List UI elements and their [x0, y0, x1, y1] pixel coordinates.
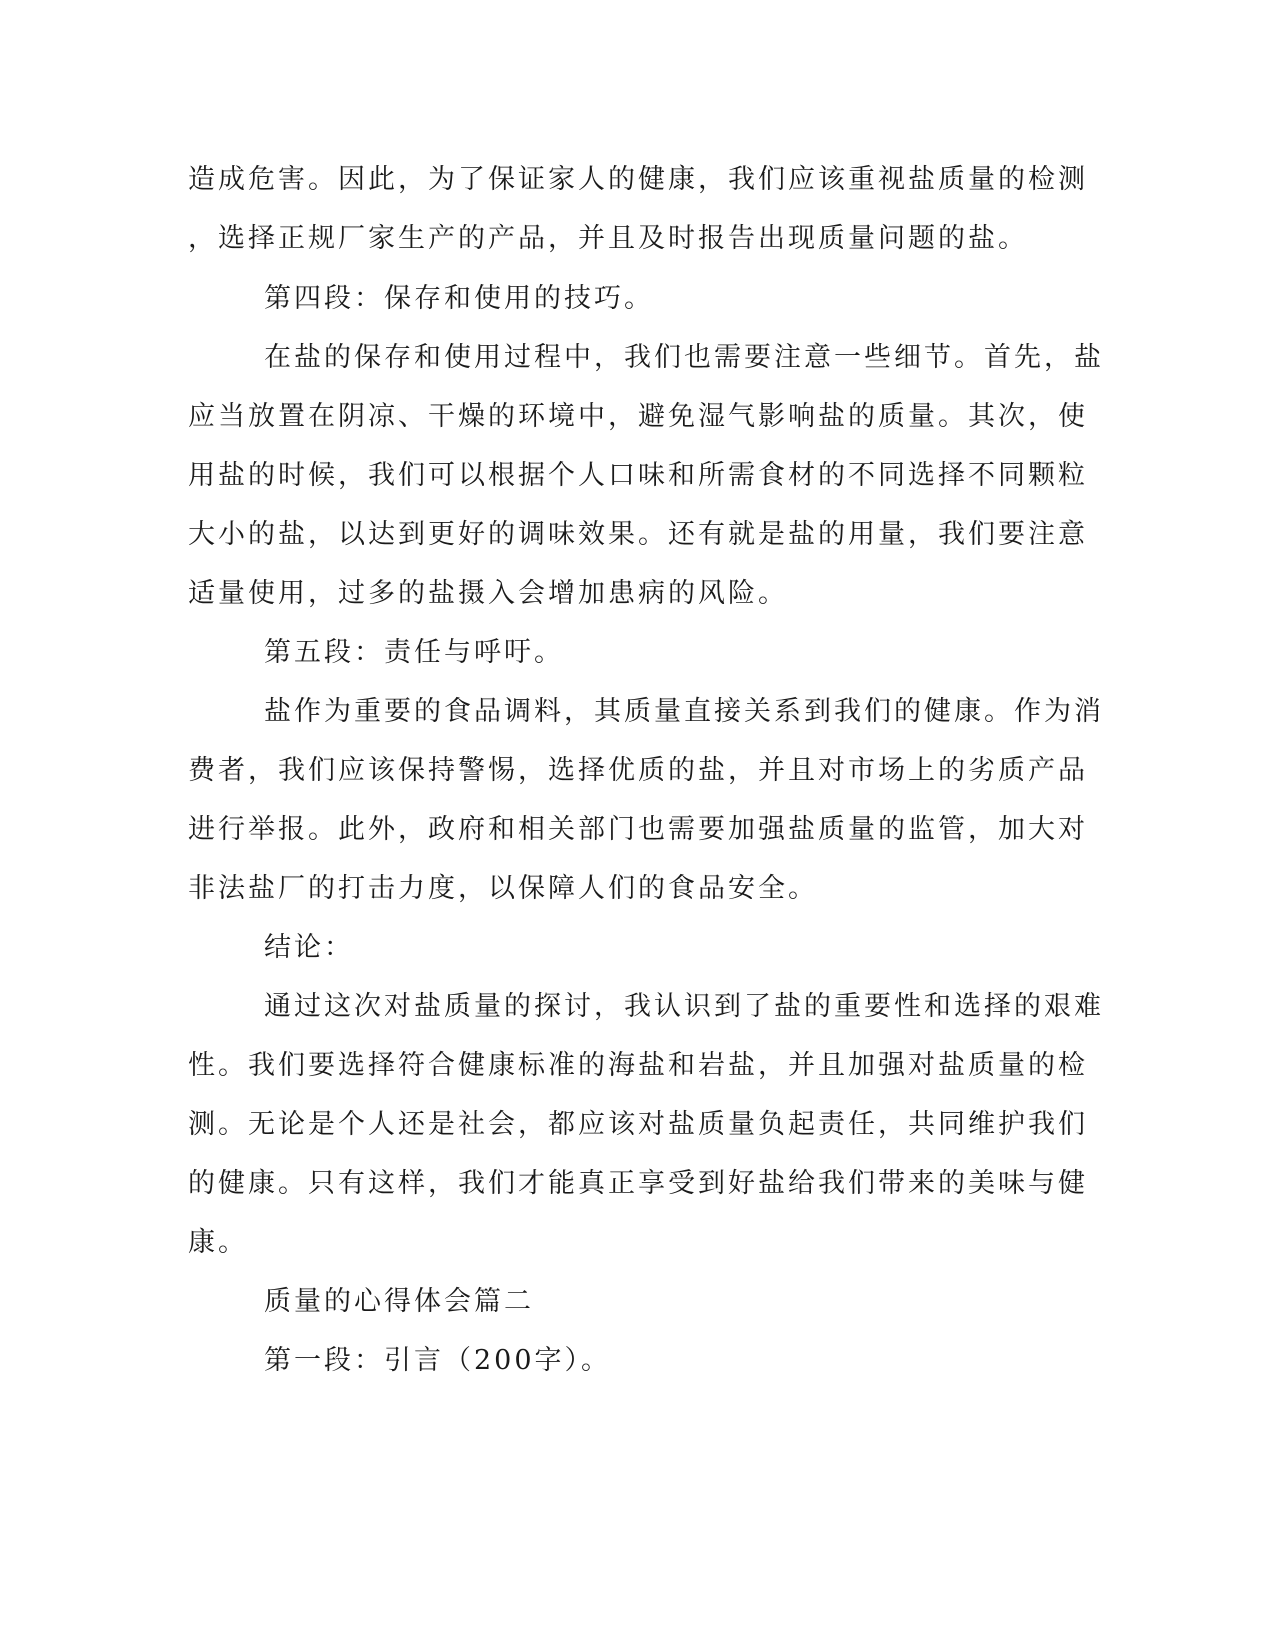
text-line: 用盐的时候，我们可以根据个人口味和所需食材的不同选择不同颗粒 [188, 460, 1088, 491]
text-line: 测。无论是个人还是社会，都应该对盐质量负起责任，共同维护我们 [188, 1109, 1088, 1140]
text-line: 通过这次对盐质量的探讨，我认识到了盐的重要性和选择的艰难 [264, 991, 1104, 1022]
text-line: 康。 [188, 1227, 248, 1258]
text-line: 造成危害。因此，为了保证家人的健康，我们应该重视盐质量的检测 [188, 164, 1088, 195]
text-line: 非法盐厂的打击力度，以保障人们的食品安全。 [188, 873, 818, 904]
text-line: 盐作为重要的食品调料，其质量直接关系到我们的健康。作为消 [264, 696, 1104, 727]
text-line: 在盐的保存和使用过程中，我们也需要注意一些细节。首先，盐 [264, 342, 1104, 373]
text-line: 适量使用，过多的盐摄入会增加患病的风险。 [188, 578, 788, 609]
text-line: ，选择正规厂家生产的产品，并且及时报告出现质量问题的盐。 [188, 223, 1028, 254]
section-heading: 第五段：责任与呼吁。 [264, 637, 564, 668]
text-line: 性。我们要选择符合健康标准的海盐和岩盐，并且加强对盐质量的检 [188, 1050, 1088, 1081]
text-line: 的健康。只有这样，我们才能真正享受到好盐给我们带来的美味与健 [188, 1168, 1088, 1199]
section-heading: 第四段：保存和使用的技巧。 [264, 283, 654, 314]
section-heading: 结论： [264, 932, 354, 963]
text-line: 大小的盐，以达到更好的调味效果。还有就是盐的用量，我们要注意 [188, 519, 1088, 550]
text-line: 进行举报。此外，政府和相关部门也需要加强盐质量的监管，加大对 [188, 814, 1088, 845]
article-title: 质量的心得体会篇二 [264, 1286, 534, 1317]
text-line: 费者，我们应该保持警惕，选择优质的盐，并且对市场上的劣质产品 [188, 755, 1088, 786]
section-heading: 第一段：引言（200字）。 [264, 1345, 612, 1376]
text-line: 应当放置在阴凉、干燥的环境中，避免湿气影响盐的质量。其次，使 [188, 401, 1088, 432]
